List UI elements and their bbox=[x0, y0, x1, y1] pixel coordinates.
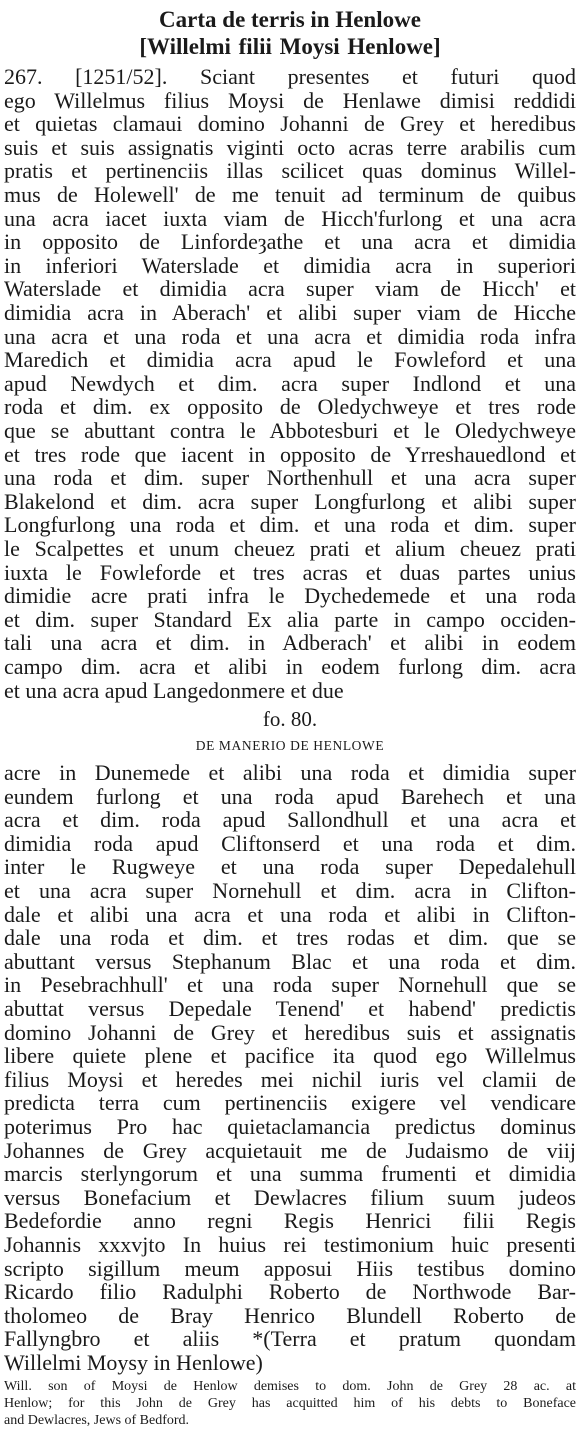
text-line: que se abuttant contra le Abbotesburi et le Oledychweye bbox=[4, 418, 576, 443]
text-line: roda et dim. ex opposito de Oledychweye et tres rode bbox=[4, 394, 576, 420]
text-line: acre in Dunemede et alibi una roda et dimidia super bbox=[4, 760, 576, 785]
text-line: predicta terra cum pertinenciis exigere vel vendicare bbox=[4, 1090, 576, 1116]
text-line: Bedefordie anno regni Regis Henrici filii Regis bbox=[4, 1208, 576, 1234]
text-line: abuttat versus Depedale Tenend' et habend' predictis bbox=[4, 996, 576, 1021]
text-line: Blakelond et dim. acra super Longfurlong et alibi super bbox=[4, 488, 576, 514]
text-line: in Pesebrachhull' et una roda super Nornehull que se bbox=[4, 972, 576, 998]
note-line: Henlow; for this John de Grey has acquitted him of his debts to Boneface bbox=[4, 1396, 576, 1411]
charter-subtitle: [Willelmi filii Moysi Henlowe] bbox=[139, 34, 441, 59]
text-line: inter le Rugweye et una roda super Depedalehull bbox=[4, 854, 576, 880]
text-line: tali una acra et dim. in Adberach' et alibi in eodem bbox=[4, 630, 576, 656]
text-line: scripto sigillum meum apposui Hiis testibus domino bbox=[4, 1255, 576, 1281]
text-line: una acra iacet iuxta viam de Hicch'furlong et una acra bbox=[4, 205, 576, 231]
text-line: et una acra super Nornehull et dim. acra in Clifton- bbox=[4, 878, 576, 903]
text-line: domino Johanni de Grey et heredibus suis et assignatis bbox=[4, 1019, 576, 1045]
text-line: Johannis xxxvjto In huius rei testimonium huic presenti bbox=[4, 1232, 576, 1257]
text-line: Fallyngbro et aliis *(Terra et pratum quondam bbox=[4, 1326, 576, 1352]
text-line: 267. [1251/52]. Sciant presentes et futuri quod bbox=[4, 64, 576, 89]
text-line: campo dim. acra et alibi in eodem furlong dim. acra bbox=[4, 654, 576, 679]
text-line: Longfurlong una roda et dim. et una roda et dim. super bbox=[4, 512, 576, 538]
text-line: Waterslade et dimidia acra super viam de Hicch' et bbox=[4, 276, 576, 302]
text-line: in opposito de Linfordeȝathe et una acra et dimidia bbox=[4, 229, 576, 255]
text-line: una roda et dim. super Northenhull et una acra super bbox=[4, 465, 576, 491]
text-line: versus Bonefacium et Dewlacres filium suum judeos bbox=[4, 1184, 576, 1210]
text-line: apud Newdych et dim. acra super Indlond et una bbox=[4, 370, 576, 396]
text-line: libere quiete plene et pacifice ita quod ego Willelmus bbox=[4, 1043, 576, 1069]
text-line: poterimus Pro hac quietaclamancia predictus dominus bbox=[4, 1114, 576, 1139]
text-line: mus de Holewell' de me tenuit ad terminum de quibus bbox=[4, 182, 576, 207]
text-line: dimidia roda apud Cliftonserd et una roda et dim. bbox=[4, 830, 576, 856]
text-line: Ricardo filio Radulphi Roberto de Northwode Bar- bbox=[4, 1279, 576, 1305]
note-line: and Dewlacres, Jews of Bedford. bbox=[4, 1413, 190, 1428]
text-line: tholomeo de Bray Henrico Blundell Roberto de bbox=[4, 1302, 576, 1328]
text-line: dimidia acra in Aberach' et alibi super viam de Hicche bbox=[4, 300, 576, 325]
text-line: Maredich et dimidia acra apud le Fowleford et una bbox=[4, 347, 576, 373]
text-line: iuxta le Fowleforde et tres acras et duas partes unius bbox=[4, 559, 576, 585]
text-line: dale et alibi una acra et una roda et alibi in Clifton- bbox=[4, 901, 576, 927]
text-line: et dim. super Standard Ex alia parte in campo occiden- bbox=[4, 606, 576, 632]
note-line: Will. son of Moysi de Henlow demises to dom. John de Grey 28 ac. at bbox=[4, 1379, 576, 1394]
text-line: una acra et una roda et una acra et dimidia roda infra bbox=[4, 323, 576, 349]
text-line: et una acra apud Langedonmere et due bbox=[4, 677, 344, 703]
text-line: dale una roda et dim. et tres rodas et dim. que se bbox=[4, 925, 576, 951]
text-line: eundem furlong et una roda apud Barehech et una bbox=[4, 783, 576, 809]
text-line: le Scalpettes et unum cheuez prati et alium cheuez prati bbox=[4, 536, 576, 561]
section-heading: DE MANERIO DE HENLOWE bbox=[195, 738, 385, 753]
text-line: et quietas clamaui domino Johanni de Grey et heredibus bbox=[4, 111, 576, 137]
text-line: abuttant versus Stephanum Blac et una roda et dim. bbox=[4, 948, 576, 974]
text-line: in inferiori Waterslade et dimidia acra in superiori bbox=[4, 252, 576, 278]
text-line: acra et dim. roda apud Sallondhull et una acra et bbox=[4, 807, 576, 833]
text-line: Johannes de Grey acquietauit me de Judaismo de viij bbox=[4, 1137, 576, 1163]
text-line: filius Moysi et heredes mei nichil iuris vel clamii de bbox=[4, 1066, 576, 1092]
text-line: suis et suis assignatis viginti octo acras terre arabilis cum bbox=[4, 134, 576, 160]
text-line: ego Willelmus filius Moysi de Henlawe dimisi reddidi bbox=[4, 87, 576, 113]
text-line: Willelmi Moysy in Henlowe) bbox=[4, 1350, 263, 1375]
charter-title: Carta de terris in Henlowe bbox=[159, 7, 421, 32]
text-line: et tres rode que iacent in opposito de Yrreshauedlond et bbox=[4, 441, 576, 467]
text-line: marcis sterlyngorum et una summa frumenti et dimidia bbox=[4, 1161, 576, 1187]
folio-marker: fo. 80. bbox=[262, 707, 318, 731]
text-line: dimidie acre prati infra le Dychedemede et una roda bbox=[4, 583, 576, 609]
text-line: pratis et pertinenciis illas scilicet quas dominus Willel- bbox=[4, 158, 576, 184]
